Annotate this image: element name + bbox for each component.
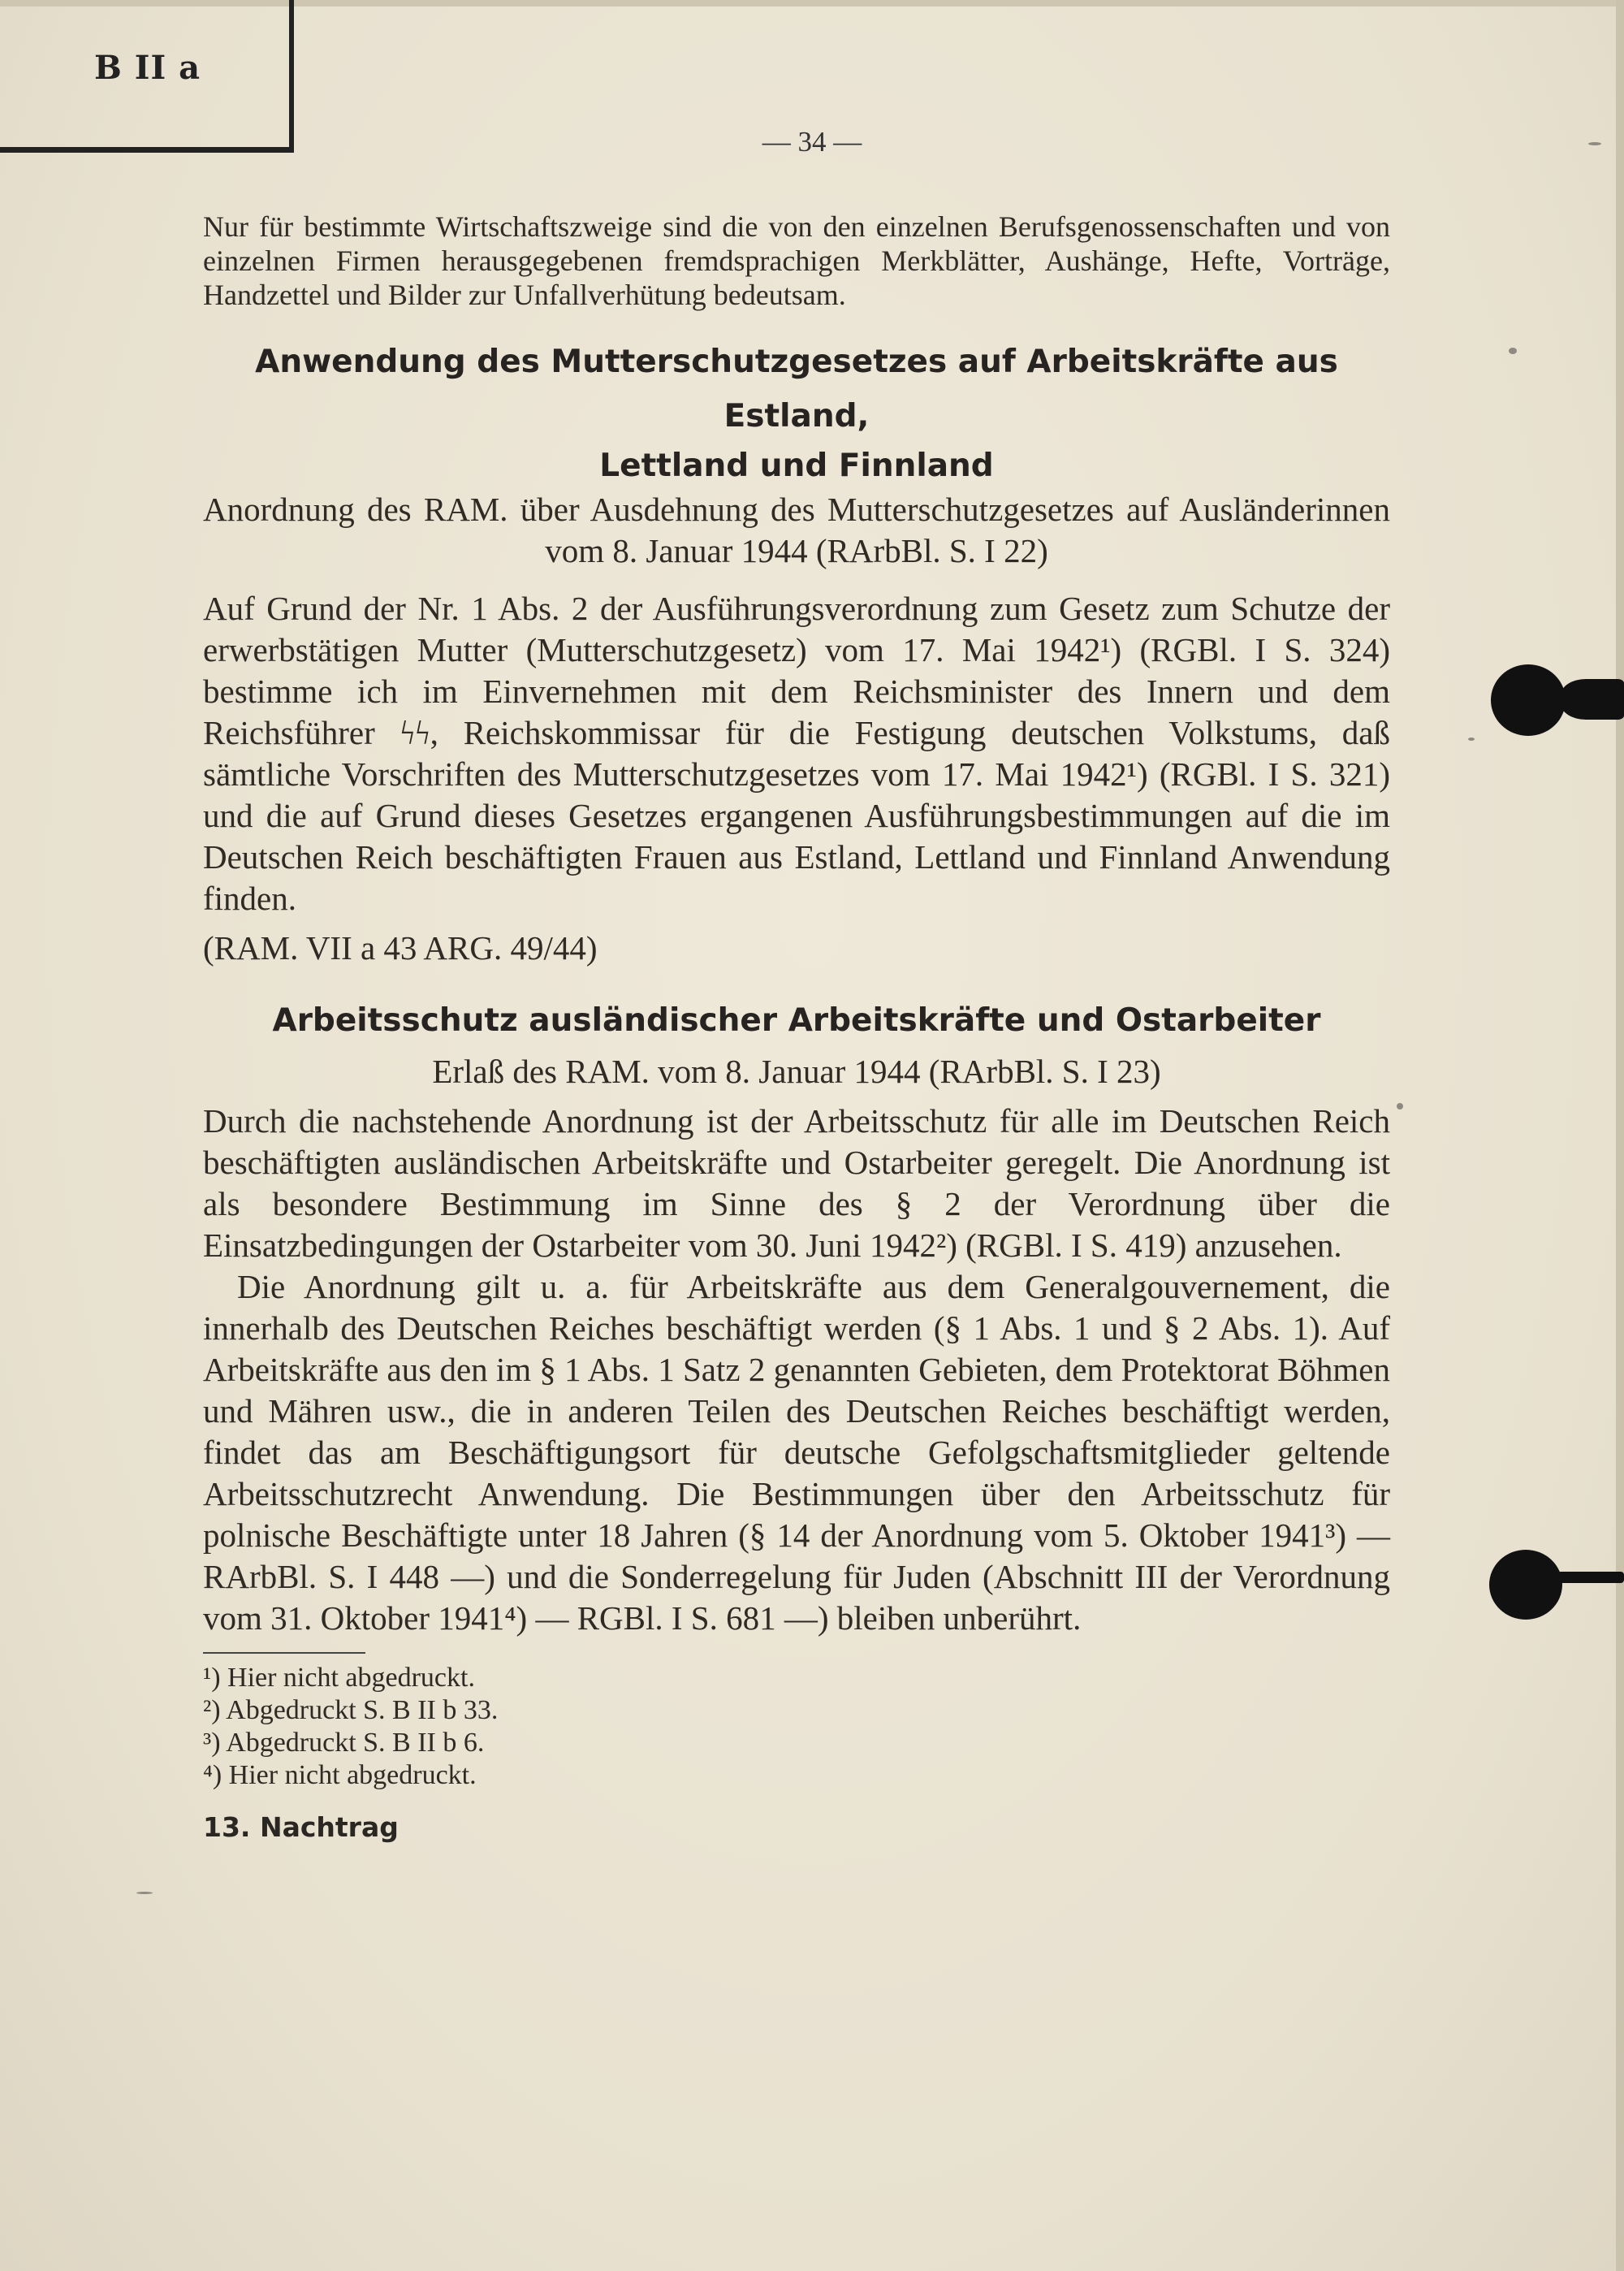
section-label: B II a <box>94 49 201 87</box>
punch-hole-mark-lower <box>1489 1550 1562 1620</box>
paper-speck <box>1397 1103 1403 1110</box>
paper-speck <box>1588 142 1601 145</box>
page-content <box>203 210 1390 1843</box>
section2-paragraph1: Durch die nachstehende Anordnung ist der Arbeitsschutz für alle im Deutschen Reich beschäftigten ausländischen Arbeitskräfte und Ostarbeiter geregelt. Die Anordnung ist als besondere Bestimmung im Sinne des § 2 der Verordnung über die Einsatzbedingungen der Ostarbeiter vom 30. Juni 1942²) (RGBl. I S. 419) anzusehen. <box>203 1102 1390 1264</box>
section1-heading-line1: Anwendung des Mutterschutzgesetzes auf Arbeitskräfte aus Estland, <box>255 344 1338 435</box>
footnote-4: ⁴) Hier nicht abgedruckt. <box>203 1760 477 1790</box>
footnote-2: ²) Abgedruckt S. B II b 33. <box>203 1695 499 1725</box>
section1-body: Auf Grund der Nr. 1 Abs. 2 der Ausführungsverordnung zum Gesetz zum Schutze der erwerbstätigen Mutter (Mutterschutzgesetz) vom 17. Mai 1942¹) (RGBl. I S. 324) bestimme ich im Einvernehmen mit dem Reichsminister des Innern und dem Reichsführer ϟϟ, Reichskommissar für die Festigung deutschen Volkstums, daß sämtliche Vorschriften des Mutterschutzgesetzes vom 17. Mai 1942¹) (RGBl. I S. 321) und die auf Grund dieses Gesetzes ergangenen Ausführungsbestimmungen auf die im Deutschen Reich beschäftigten Frauen aus Estland, Lettland und Finnland Anwendung finden. <box>203 590 1390 917</box>
supplement-label: 13. Nachtrag <box>203 1811 399 1843</box>
section2-subheading: Erlaß des RAM. vom 8. Januar 1944 (RArbBl. S. I 23) <box>432 1053 1161 1090</box>
footnote-1: ¹) Hier nicht abgedruckt. <box>203 1663 475 1693</box>
footnote-3: ³) Abgedruckt S. B II b 6. <box>203 1728 485 1758</box>
section1-subheading: Anordnung des RAM. über Ausdehnung des Mutterschutzgesetzes auf Ausländerinnen vom 8. Januar 1944 (RArbBl. S. I 22) <box>203 491 1390 569</box>
page-number: — 34 — <box>762 126 862 158</box>
section2-paragraph2: Die Anordnung gilt u. a. für Arbeitskräfte aus dem Generalgouvernement, die innerhalb des Deutschen Reiches beschäftigt werden (§ 1 Abs. 1 und § 2 Abs. 1). Auf Arbeitskräfte aus den im § 1 Abs. 1 Satz 2 genannten Gebieten, dem Protektorat Böhmen und Mähren usw., die in anderen Teilen des Deutschen Reiches beschäftigt werden, findet das am Beschäftigungsort für deutsche Gefolgschaftsmitglieder geltende Arbeitsschutzrecht Anwendung. Die Bestimmungen über den Arbeitsschutz für polnische Beschäftigte unter 18 Jahren (§ 14 der Anordnung vom 5. Oktober 1941³) — RArbBl. S. I 448 —) und die Sonderregelung für Juden (Abschnitt III der Verordnung vom 31. Oktober 1941⁴) — RGBl. I S. 681 —) bleiben unberührt. <box>203 1268 1390 1637</box>
paper-speck <box>1468 738 1475 741</box>
punch-hole-smear-lower <box>1557 1572 1624 1583</box>
section2-heading: Arbeitsschutz ausländischer Arbeitskräfte und Ostarbeiter <box>272 1002 1321 1039</box>
punch-hole-mark-upper <box>1491 664 1566 736</box>
section1-reference: (RAM. VII a 43 ARG. 49/44) <box>203 929 598 967</box>
paper-speck <box>1509 348 1517 354</box>
intro-paragraph: Nur für bestimmte Wirtschaftszweige sind die von den einzelnen Berufsgenossenschaften und von einzelnen Firmen herausgegebenen fremdsprachigen Merkblätter, Aushänge, Hefte, Vorträge, Handzettel und Bilder zur Unfallverhütung bedeutsam. <box>203 210 1390 311</box>
paper-speck <box>136 1892 153 1894</box>
punch-hole-smear-upper <box>1561 679 1624 720</box>
footnote-rule <box>203 1652 365 1654</box>
section1-heading-line2: Lettland und Finnland <box>599 448 994 484</box>
page-right-edge <box>1616 0 1624 2271</box>
